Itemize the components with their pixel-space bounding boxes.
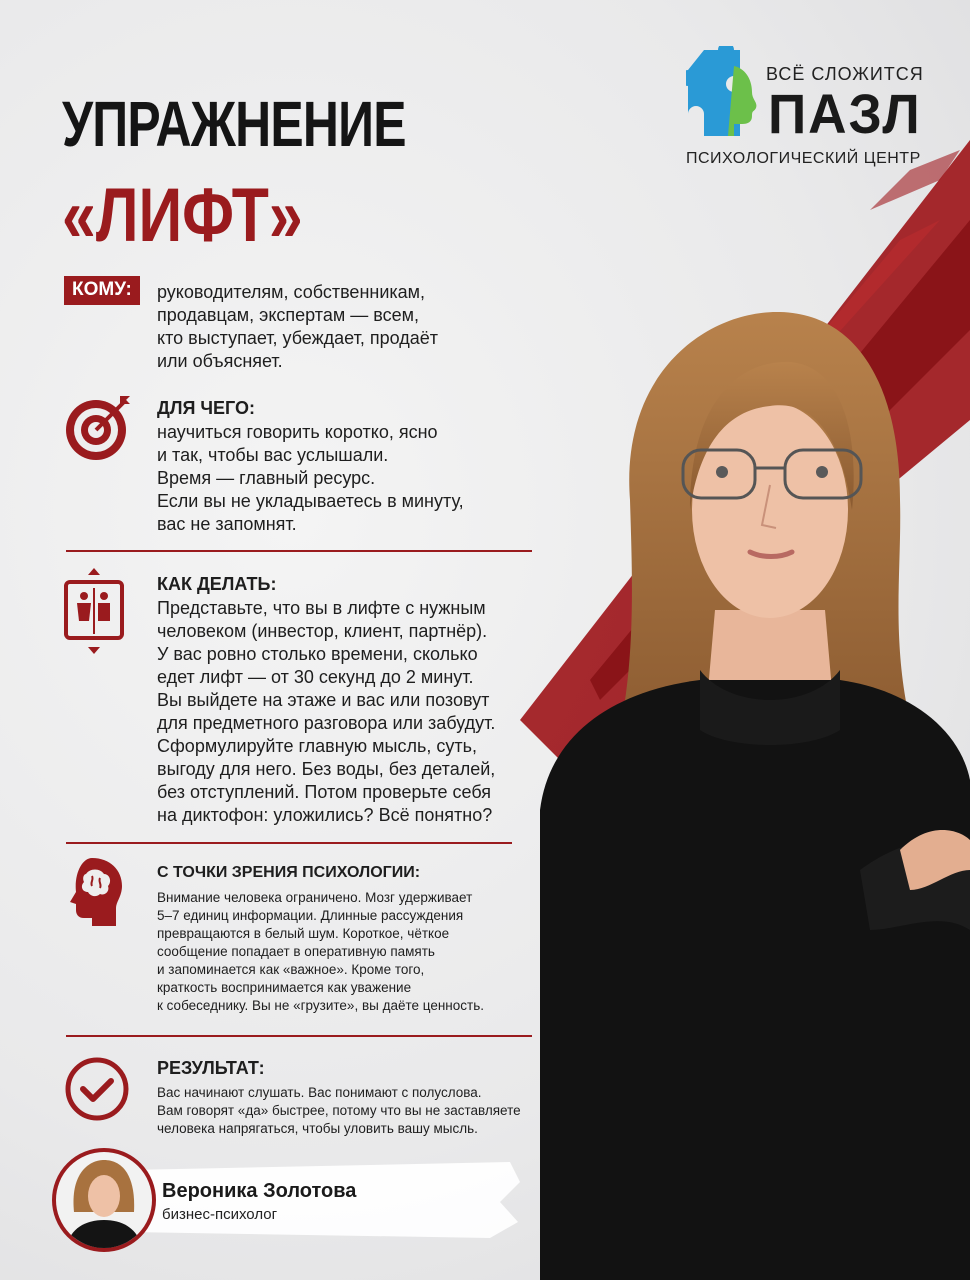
how-heading: КАК ДЕЛАТЬ: <box>157 574 277 594</box>
text-line: человеком (инвестор, клиент, партнёр). <box>157 621 488 641</box>
text-line: Вы выйдете на этаже и вас или позовут <box>157 690 490 710</box>
author-role: бизнес-психолог <box>162 1206 278 1223</box>
text-line: научиться говорить коротко, ясно <box>157 422 438 442</box>
text-line: кто выступает, убеждает, продаёт <box>157 328 438 348</box>
text-line: едет лифт — от 30 секунд до 2 минут. <box>157 667 474 687</box>
text-line: для предметного разговора или забудут. <box>157 713 496 733</box>
text-line: Вам говорят «да» быстрее, потому что вы не заставляете <box>157 1103 521 1118</box>
text-line: руководителям, собственникам, <box>157 282 426 302</box>
text-line: Представьте, что вы в лифте с нужным <box>157 598 486 618</box>
text-line: без отступлений. Потом проверьте себя <box>157 782 492 802</box>
avatar <box>52 1148 156 1252</box>
check-circle-icon <box>64 1056 130 1122</box>
text-line: Внимание человека ограничено. Мозг удерживает <box>157 890 473 905</box>
text-line: и так, чтобы вас услышали. <box>157 445 389 465</box>
elevator-icon <box>62 566 126 656</box>
komu-badge: КОМУ: <box>64 276 140 305</box>
text-line: на диктофон: уложились? Всё понятно? <box>157 805 493 825</box>
text-line: вас не запомнят. <box>157 514 297 534</box>
divider <box>66 550 532 552</box>
puzzle-logo-icon <box>686 46 760 142</box>
komu-text <box>157 281 438 373</box>
text-line: сообщение попадает в оперативную память <box>157 944 435 959</box>
page-title-line2: «ЛИФТ» <box>62 173 303 258</box>
text-line: выгоду для него. Без воды, без деталей, <box>157 759 496 779</box>
text-line: или объясняет. <box>157 351 283 371</box>
purpose-heading: ДЛЯ ЧЕГО: <box>157 398 256 418</box>
text-line: к собеседнику. Вы не «грузите», вы даёте ценность. <box>157 998 484 1013</box>
text-line: Сформулируйте главную мысль, суть, <box>157 736 477 756</box>
logo <box>686 46 924 171</box>
page-title-line1: УПРАЖНЕНИЕ <box>62 88 406 160</box>
result-text <box>157 1084 521 1138</box>
text-line: 5–7 единиц информации. Длинные рассуждения <box>157 908 464 923</box>
result-heading: РЕЗУЛЬТАТ: <box>157 1058 265 1078</box>
divider <box>66 1035 532 1037</box>
avatar-portrait <box>56 1152 152 1248</box>
purpose-text <box>157 421 464 536</box>
logo-name: ПАЗЛ <box>768 82 922 145</box>
author-name: Вероника Золотова <box>162 1180 357 1202</box>
brain-head-icon <box>62 856 126 928</box>
target-icon <box>62 392 134 464</box>
logo-tagline: ВСЁ СЛОЖИТСЯ <box>766 64 924 84</box>
text-line: краткость воспринимается как уважение <box>157 980 412 995</box>
text-line: и запоминается как «важное». Кроме того, <box>157 962 425 977</box>
divider <box>66 842 512 844</box>
psychology-heading: С ТОЧКИ ЗРЕНИЯ ПСИХОЛОГИИ: <box>157 864 421 881</box>
text-line: человека напрягаться, чтобы уловить вашу мысль. <box>157 1121 478 1136</box>
logo-subtitle: ПСИХОЛОГИЧЕСКИЙ ЦЕНТР <box>686 150 921 167</box>
text-line: Вас начинают слушать. Вас понимают с полуслова. <box>157 1085 482 1100</box>
text-line: продавцам, экспертам — всем, <box>157 305 419 325</box>
text-line: У вас ровно столько времени, сколько <box>157 644 478 664</box>
psychology-text <box>157 889 484 1015</box>
text-line: Время — главный ресурс. <box>157 468 376 488</box>
how-text <box>157 597 495 827</box>
text-line: превращаются в белый шум. Короткое, чёткое <box>157 926 450 941</box>
portrait-photo <box>540 310 970 1280</box>
text-line: Если вы не укладываетесь в минуту, <box>157 491 464 511</box>
